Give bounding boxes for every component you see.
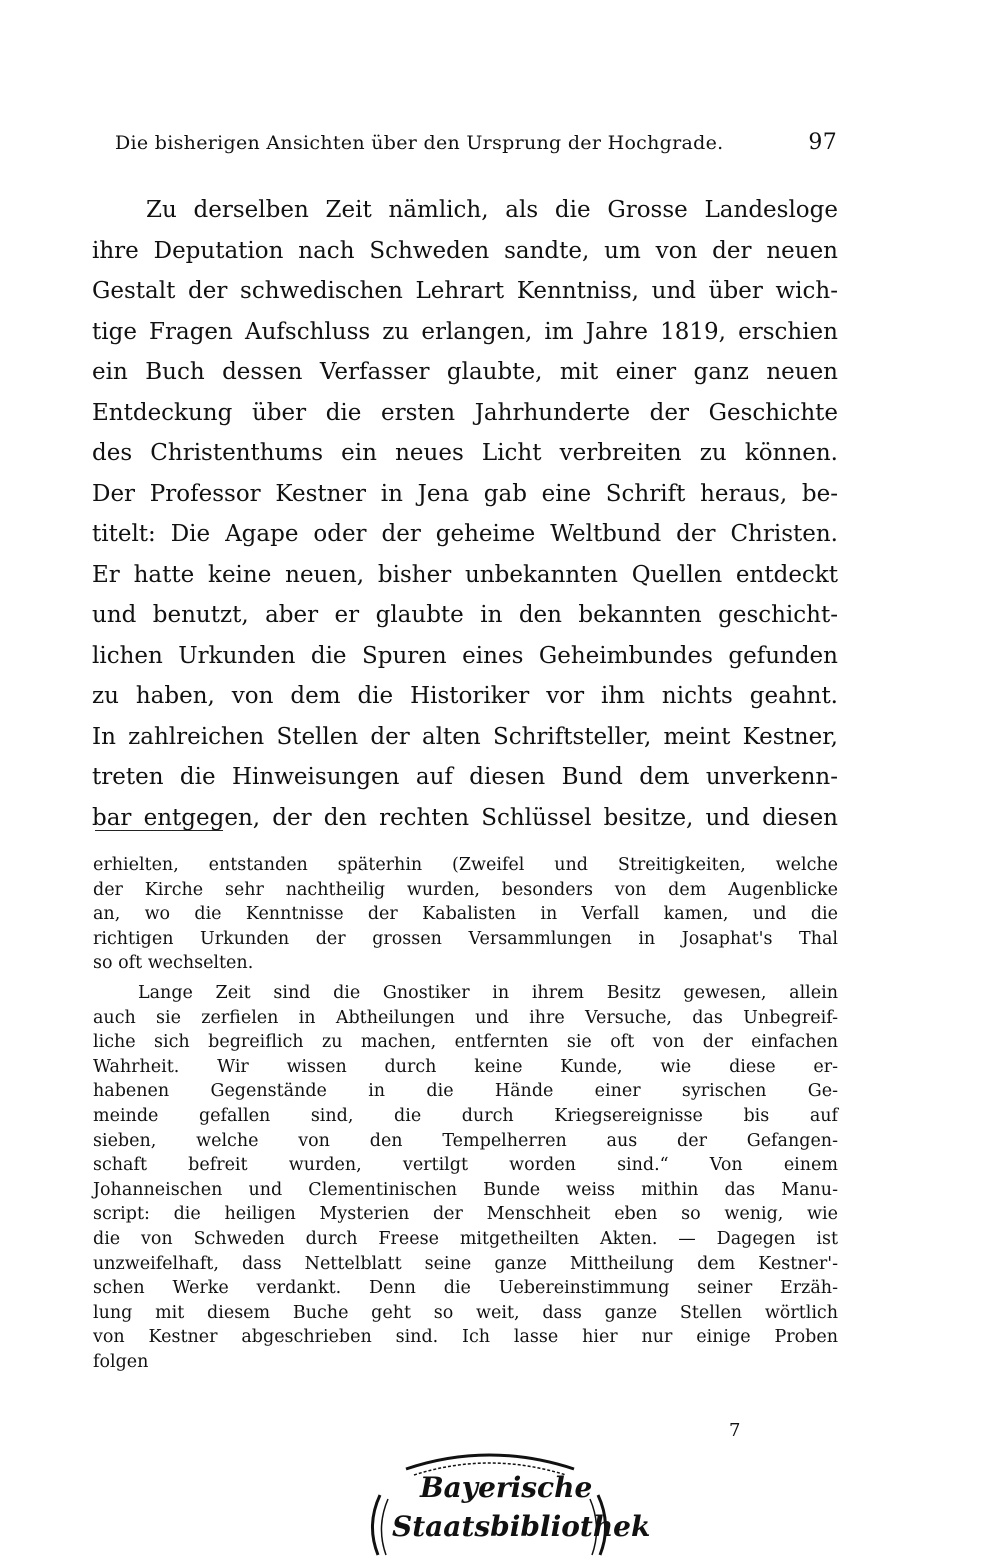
footnote-line: schen Werke verdankt. Denn die Uebereinstimmung seiner Erzäh- bbox=[93, 1278, 838, 1299]
footnote-line: Johanneischen und Clementinischen Bunde weiss mithin das Manu- bbox=[93, 1179, 838, 1200]
stamp-line-1: Bayerische bbox=[420, 1471, 593, 1504]
main-body-text bbox=[92, 190, 838, 838]
body-line: zu haben, von dem die Historiker vor ihm nichts geahnt. bbox=[92, 683, 838, 709]
footnote-line: auch sie zerfielen in Abtheilungen und ihre Versuche, das Unbegreif- bbox=[93, 1007, 838, 1028]
footnote-line: habenen Gegenstände in die Hände einer syrischen Ge- bbox=[93, 1081, 838, 1102]
footnote-line: folgen bbox=[93, 1351, 149, 1372]
footnote-line: so oft wechselten. bbox=[93, 953, 254, 974]
body-line: Gestalt der schwedischen Lehrart Kenntniss, und über wich- bbox=[92, 278, 838, 304]
running-title: Die bisherigen Ansichten über den Ursprung der Hochgrade. bbox=[115, 132, 724, 154]
body-line: lichen Urkunden die Spuren eines Geheimbundes gefunden bbox=[92, 642, 838, 669]
footnote-line: richtigen Urkunden der grossen Versammlungen in Josaphat's Thal bbox=[93, 928, 838, 949]
body-line: Er hatte keine neuen, bisher unbekannten Quellen entdeckt bbox=[92, 561, 838, 588]
footnote-line: der Kirche sehr nachtheilig wurden, besonders von dem Augenblicke bbox=[93, 879, 838, 900]
body-line: tige Fragen Aufschluss zu erlangen, im Jahre 1819, erschien bbox=[92, 318, 838, 345]
body-line: Der Professor Kestner in Jena gab eine Schrift heraus, be- bbox=[92, 480, 838, 507]
body-line: des Christenthums ein neues Licht verbreiten zu können. bbox=[92, 440, 838, 466]
footnote-line: meinde gefallen sind, die durch Kriegsereignisse bis auf bbox=[93, 1105, 838, 1126]
body-line: ein Buch dessen Verfasser glaubte, mit einer ganz neuen bbox=[92, 359, 838, 385]
body-line: ihre Deputation nach Schweden sandte, um von der neuen bbox=[92, 237, 838, 264]
footnote-line: an, wo die Kenntnisse der Kabalisten in Verfall kamen, und die bbox=[93, 904, 838, 925]
body-line: In zahlreichen Stellen der alten Schriftsteller, meint Kestner, bbox=[92, 723, 838, 750]
running-head bbox=[115, 132, 837, 162]
footnote-line: erhielten, entstanden späterhin (Zweifel und Streitigkeiten, welche bbox=[93, 855, 838, 875]
footnote-line: sieben, welche von den Tempelherren aus der Gefangen- bbox=[93, 1130, 838, 1151]
footnote-line: schaft befreit wurden, vertilgt worden sind.“ Von einem bbox=[93, 1155, 838, 1176]
footnote-line: script: die heiligen Mysterien der Menschheit eben so wenig, wie bbox=[93, 1204, 838, 1225]
body-line: Zu derselben Zeit nämlich, als die Grosse Landesloge bbox=[146, 197, 838, 223]
page-number: 97 bbox=[808, 130, 837, 155]
body-line: treten die Hinweisungen auf diesen Bund dem unverkenn- bbox=[92, 764, 838, 790]
library-stamp bbox=[358, 1447, 651, 1558]
footnote-line: die von Schweden durch Freese mitgetheilten Akten. — Dagegen ist bbox=[93, 1228, 838, 1249]
footnote-text bbox=[93, 853, 838, 1374]
body-line: titelt: Die Agape oder der geheime Weltbund der Christen. bbox=[92, 521, 838, 547]
footnote-line: von Kestner abgeschrieben sind. Ich lasse hier nur einige Proben bbox=[93, 1327, 838, 1348]
footnote-line: Wahrheit. Wir wissen durch keine Kunde, wie diese er- bbox=[93, 1056, 838, 1077]
stamp-line-2: Staatsbibliothek bbox=[392, 1510, 651, 1543]
footnote-line: unzweifelhaft, dass Nettelblatt seine ganze Mittheilung dem Kestner'- bbox=[93, 1253, 838, 1274]
body-line: bar entgegen, der den rechten Schlüssel besitze, und diesen bbox=[92, 804, 838, 831]
footnote-line: Lange Zeit sind die Gnostiker in ihrem Besitz gewesen, allein bbox=[138, 982, 838, 1003]
margin-mark: 7 bbox=[729, 1420, 741, 1441]
footnote-line: lung mit diesem Buche geht so weit, dass ganze Stellen wörtlich bbox=[93, 1302, 838, 1323]
body-line: und benutzt, aber er glaubte in den bekannten geschicht- bbox=[92, 602, 838, 628]
footnote-rule bbox=[95, 830, 223, 831]
footnote-line: liche sich begreiflich zu machen, entfernten sie oft von der einfachen bbox=[93, 1032, 838, 1053]
body-line: Entdeckung über die ersten Jahrhunderte der Geschichte bbox=[92, 399, 838, 426]
